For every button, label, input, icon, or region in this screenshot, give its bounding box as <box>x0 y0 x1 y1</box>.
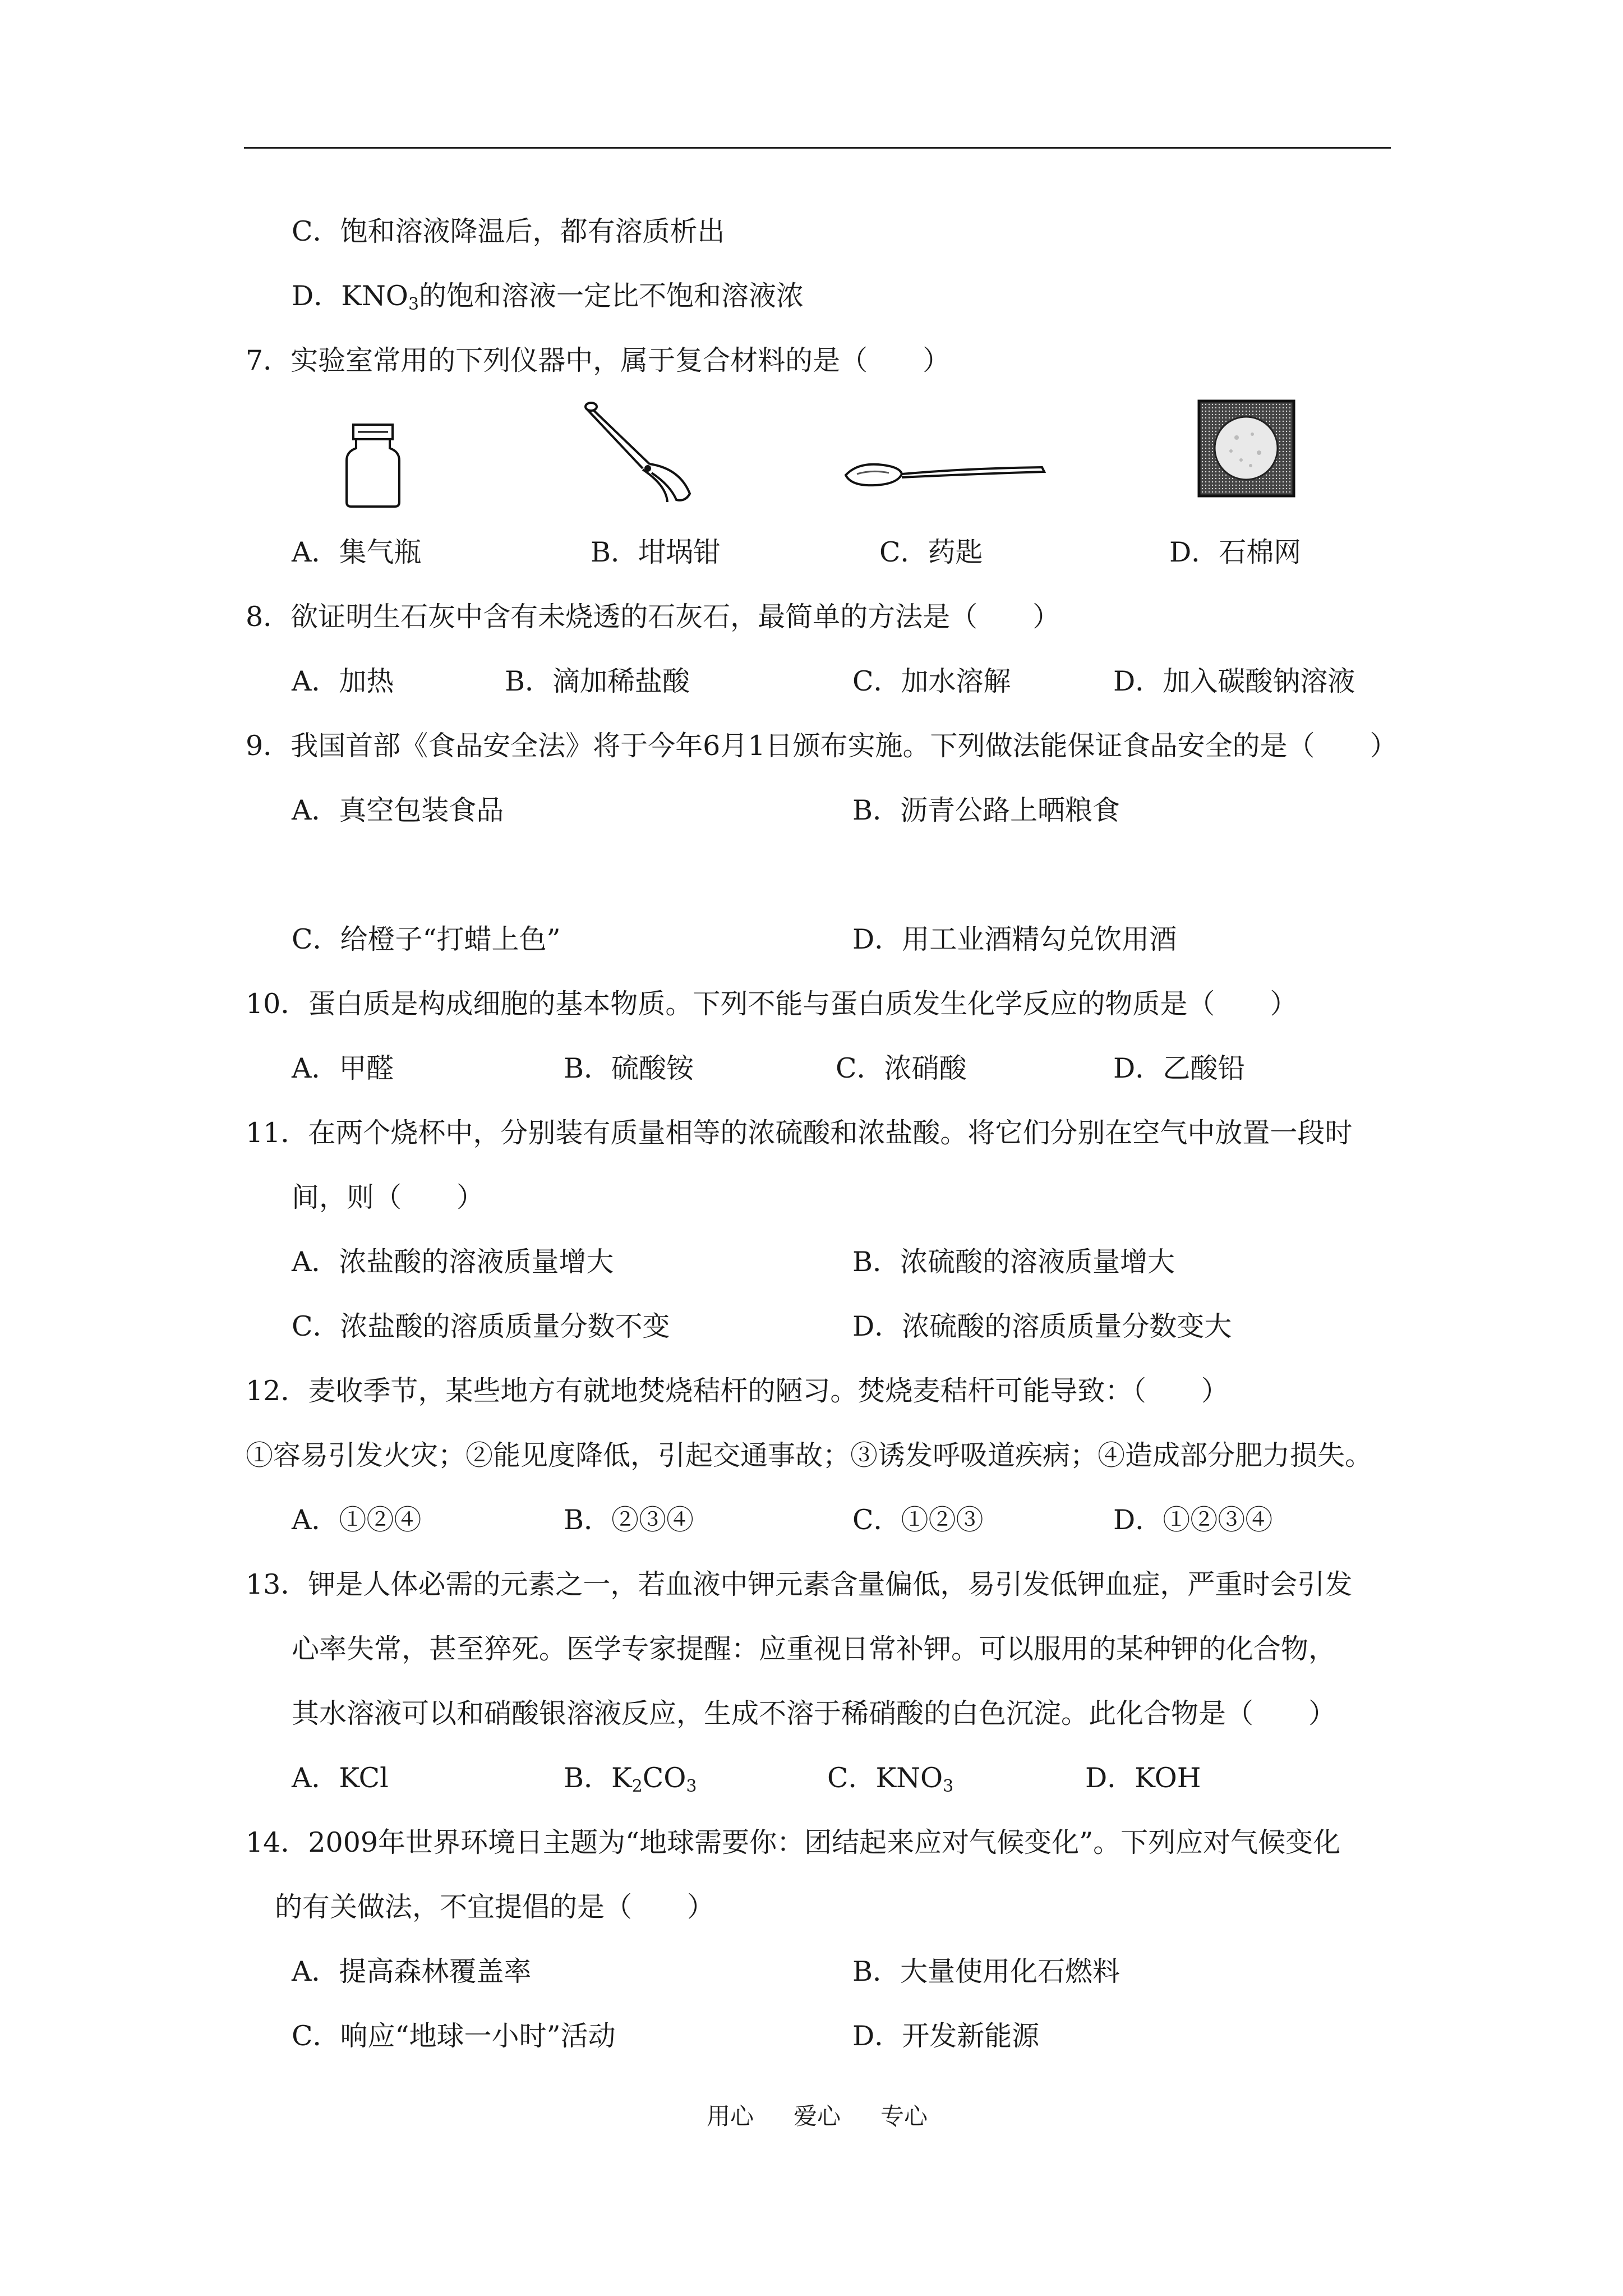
medicine-spoon-icon <box>841 457 1049 491</box>
q11-stem-line2: 间，则（ ） <box>292 1181 485 1213</box>
q7-option-b: B．坩埚钳 <box>591 536 721 568</box>
q10-option-b: B．硫酸铵 <box>564 1052 694 1084</box>
q12-option-c: C．①②③ <box>852 1504 984 1536</box>
q11-option-c: C．浓盐酸的溶质质量分数不变 <box>292 1310 670 1342</box>
q8-option-a: A．加热 <box>292 665 394 697</box>
q12-stem: 12．麦收季节，某些地方有就地焚烧秸杆的陋习。焚烧麦秸杆可能导致：（ ） <box>246 1375 1229 1407</box>
q8-stem: 8．欲证明生石灰中含有未烧透的石灰石，最简单的方法是（ ） <box>246 601 1061 633</box>
footer-text-1: 用心 <box>707 2102 754 2130</box>
q10-stem: 10．蛋白质是构成细胞的基本物质。下列不能与蛋白质发生化学反应的物质是（ ） <box>246 988 1298 1020</box>
q12-option-b: B．②③④ <box>564 1504 694 1536</box>
q8-option-d: D．加入碳酸钠溶液 <box>1113 665 1355 697</box>
q14-option-d: D．开发新能源 <box>852 2020 1040 2052</box>
crucible-tongs-icon <box>583 401 701 505</box>
q7-stem: 7．实验室常用的下列仪器中，属于复合材料的是（ ） <box>246 344 951 376</box>
q9-option-d: D．用工业酒精勾兑饮用酒 <box>852 923 1177 955</box>
q9-stem: 9．我国首部《食品安全法》将于今年6月1日颁布实施。下列做法能保证食品安全的是（ ） <box>246 730 1398 762</box>
gas-jar-icon <box>342 424 404 508</box>
q14-option-b: B．大量使用化石燃料 <box>852 1955 1121 1987</box>
q11-option-d: D．浓硫酸的溶质质量分数变大 <box>852 1310 1232 1342</box>
q14-option-a: A．提高森林覆盖率 <box>292 1955 532 1987</box>
q9-option-c: C．给橙子“打蜡上色” <box>292 923 561 955</box>
q13-stem-line2: 心率失常，甚至猝死。医学专家提醒：应重视日常补钾。可以服用的某种钾的化合物， <box>292 1633 1336 1665</box>
q9-option-a: A．真空包装食品 <box>292 794 504 826</box>
q8-option-b: B．滴加稀盐酸 <box>505 665 690 697</box>
q14-option-c: C．响应“地球一小时”活动 <box>292 2020 616 2052</box>
q10-option-d: D．乙酸铅 <box>1113 1052 1246 1084</box>
q13-stem-line1: 13．钾是人体必需的元素之一，若血液中钾元素含量偏低，易引发低钾血症，严重时会引发 <box>246 1568 1353 1600</box>
q9-option-b: B．沥青公路上晒粮食 <box>852 794 1121 826</box>
q13-option-d: D．KOH <box>1085 1762 1201 1794</box>
q8-option-c: C．加水溶解 <box>852 665 1011 697</box>
asbestos-gauze-icon <box>1197 399 1295 498</box>
footer-text-3: 专心 <box>880 2102 928 2130</box>
q13-option-b: B．$K_2CO_3$ <box>564 1762 697 1796</box>
q7-option-d: D．石棉网 <box>1169 536 1302 568</box>
q13-option-a: A．KCl <box>292 1762 389 1794</box>
footer-text-2: 爱心 <box>794 2102 841 2130</box>
q11-option-b: B．浓硫酸的溶液质量增大 <box>852 1246 1175 1278</box>
q14-stem-line1: 14．2009年世界环境日主题为“地球需要你：团结起来应对气候变化”。下列应对气候变化 <box>246 1826 1341 1858</box>
q12-detail: ①容易引发火灾；②能见度降低，引起交通事故；③诱发呼吸道疾病；④造成部分肥力损失。 <box>246 1439 1373 1471</box>
q14-stem-line2: 的有关做法，不宜提倡的是（ ） <box>275 1891 715 1923</box>
q12-option-d: D．①②③④ <box>1113 1504 1273 1536</box>
q12-option-a: A．①②④ <box>292 1504 422 1536</box>
q13-stem-line3: 其水溶液可以和硝酸银溶液反应，生成不溶于稀硝酸的白色沉淀。此化合物是（ ） <box>292 1697 1336 1729</box>
q13-option-c: C．$KNO_3$ <box>827 1762 954 1796</box>
q7-option-a: A．集气瓶 <box>292 536 422 568</box>
q10-option-c: C．浓硝酸 <box>836 1052 967 1084</box>
q10-option-a: A．甲醛 <box>292 1052 394 1084</box>
q6-option-d: D．$KNO_3$的饱和溶液一定比不饱和溶液浓 <box>292 280 804 314</box>
q6-option-c: C．饱和溶液降温后，都有溶质析出 <box>292 215 725 247</box>
q11-option-a: A．浓盐酸的溶液质量增大 <box>292 1246 614 1278</box>
header-rule <box>244 147 1391 149</box>
q7-option-c: C．药匙 <box>879 536 983 568</box>
q11-stem-line1: 11．在两个烧杯中，分别装有质量相等的浓硫酸和浓盐酸。将它们分别在空气中放置一段时 <box>246 1117 1353 1149</box>
